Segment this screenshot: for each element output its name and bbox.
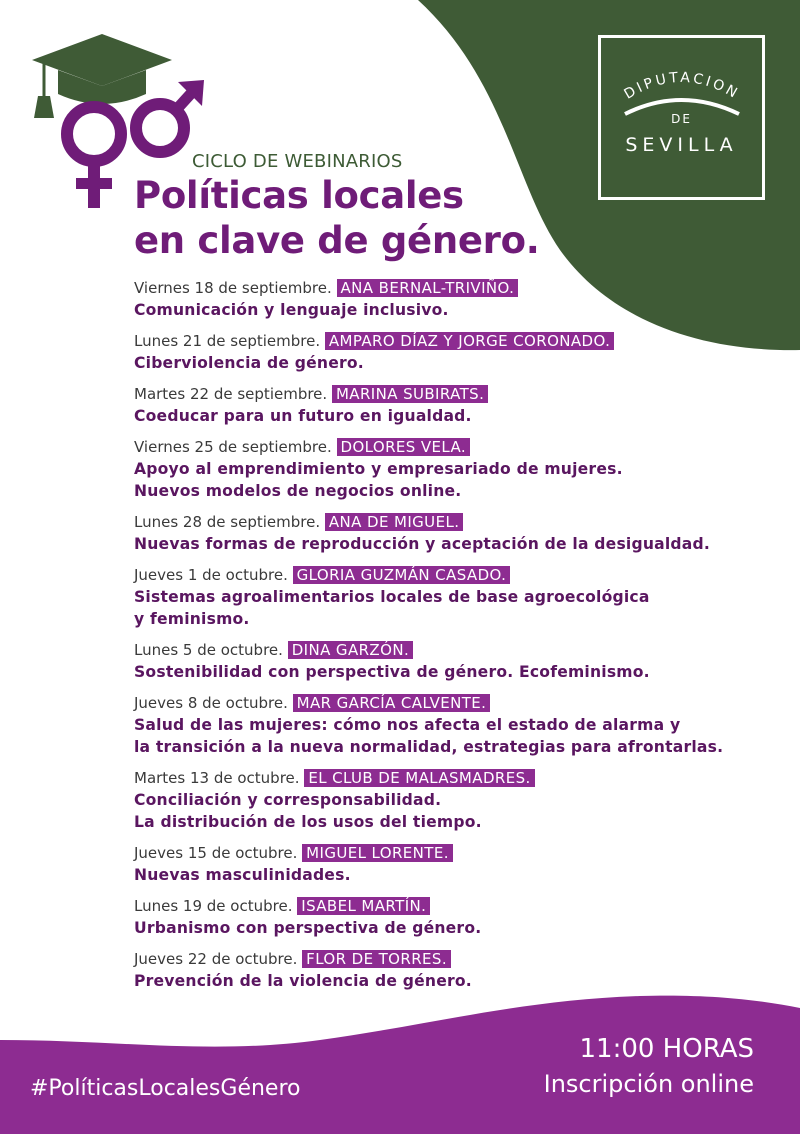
schedule-item — [134, 639, 784, 683]
diputacion-sevilla-logo — [598, 35, 765, 200]
webinar-topic: Nuevos modelos de negocios online. — [134, 482, 462, 500]
speaker-name-badge: ANA BERNAL-TRIVIÑO. — [337, 279, 519, 297]
webinar-topic: Conciliación y corresponsabilidad. — [134, 791, 442, 809]
webinar-topic: Apoyo al emprendimiento y empresariado de mujeres. — [134, 460, 623, 478]
schedule-date-line — [134, 639, 784, 661]
schedule-date: Lunes 19 de octubre. — [134, 897, 293, 915]
series-label: CICLO DE WEBINARIOS — [192, 151, 403, 172]
webinar-topic: Ciberviolencia de género. — [134, 354, 364, 372]
logo-sevilla-text: SEVILLA — [625, 134, 738, 156]
schedule-date: Jueves 1 de octubre. — [134, 566, 288, 584]
webinar-topic: Nuevas masculinidades. — [134, 866, 351, 884]
webinar-topic: La distribución de los usos del tiempo. — [134, 813, 482, 831]
webinar-topic: Nuevas formas de reproducción y aceptación de la desigualdad. — [134, 535, 710, 553]
webinar-topic: Comunicación y lenguaje inclusivo. — [134, 301, 449, 319]
schedule-date-line — [134, 692, 784, 714]
speaker-name-badge: MARINA SUBIRATS. — [332, 385, 488, 403]
schedule-date-line — [134, 842, 784, 864]
webinar-topic: y feminismo. — [134, 610, 250, 628]
schedule-item — [134, 767, 784, 833]
purple-wave-footer — [0, 996, 800, 1134]
webinar-topic: Prevención de la violencia de género. — [134, 972, 472, 990]
schedule-item — [134, 277, 784, 321]
schedule-date: Martes 13 de octubre. — [134, 769, 300, 787]
webinar-topic: la transición a la nueva normalidad, estrategias para afrontarlas. — [134, 738, 724, 756]
schedule-date-line — [134, 383, 784, 405]
speaker-name-badge: ISABEL MARTÍN. — [297, 897, 430, 915]
schedule-item — [134, 564, 784, 630]
schedule-item — [134, 436, 784, 502]
schedule-item — [134, 330, 784, 374]
schedule-item — [134, 383, 784, 427]
schedule-date: Jueves 22 de octubre. — [134, 950, 298, 968]
schedule-date: Lunes 5 de octubre. — [134, 641, 283, 659]
schedule-item — [134, 842, 784, 886]
schedule-date-line — [134, 511, 784, 533]
speaker-name-badge: EL CLUB DE MALASMADRES. — [304, 769, 534, 787]
title-line-2: en clave de género. — [134, 219, 540, 262]
speaker-name-badge: AMPARO DÍAZ Y JORGE CORONADO. — [325, 332, 614, 350]
speaker-name-badge: DINA GARZÓN. — [288, 641, 413, 659]
speaker-name-badge: MAR GARCÍA CALVENTE. — [293, 694, 491, 712]
schedule-date: Lunes 21 de septiembre. — [134, 332, 321, 350]
start-time-text: 11:00 HORAS — [579, 1034, 754, 1064]
schedule-date: Martes 22 de septiembre. — [134, 385, 328, 403]
schedule-date: Viernes 18 de septiembre. — [134, 279, 332, 297]
schedule-date: Lunes 28 de septiembre. — [134, 513, 321, 531]
schedule-date-line — [134, 767, 784, 789]
schedule-item — [134, 511, 784, 555]
schedule-item — [134, 692, 784, 758]
webinar-schedule-list — [134, 277, 784, 1001]
title-line-1: Políticas locales — [134, 174, 464, 217]
speaker-name-badge: FLOR DE TORRES. — [302, 950, 451, 968]
svg-text:DIPUTACION — [622, 70, 743, 103]
webinar-topic: Coeducar para un futuro en igualdad. — [134, 407, 472, 425]
schedule-date: Viernes 25 de septiembre. — [134, 438, 332, 456]
schedule-item — [134, 895, 784, 939]
hashtag-text: #PolíticasLocalesGénero — [30, 1076, 301, 1101]
webinar-topic: Urbanismo con perspectiva de género. — [134, 919, 482, 937]
speaker-name-badge: DOLORES VELA. — [337, 438, 471, 456]
webinar-topic: Sostenibilidad con perspectiva de género. Ecofeminismo. — [134, 663, 650, 681]
logo-diputacion-text: DIPUTACION — [621, 69, 743, 103]
registration-link[interactable]: Inscripción online — [543, 1070, 754, 1098]
schedule-date-line — [134, 277, 784, 299]
webinar-topic: Salud de las mujeres: cómo nos afecta el estado de alarma y — [134, 716, 681, 734]
schedule-date-line — [134, 564, 784, 586]
schedule-date: Jueves 8 de octubre. — [134, 694, 288, 712]
schedule-item — [134, 948, 784, 992]
speaker-name-badge: ANA DE MIGUEL. — [325, 513, 463, 531]
speaker-name-badge: MIGUEL LORENTE. — [302, 844, 453, 862]
schedule-date-line — [134, 436, 784, 458]
logo-de-text: DE — [671, 112, 692, 126]
schedule-date: Jueves 15 de octubre. — [134, 844, 298, 862]
speaker-name-badge: GLORIA GUZMÁN CASADO. — [293, 566, 511, 584]
webinar-topic: Sistemas agroalimentarios locales de base agroecológica — [134, 588, 650, 606]
schedule-date-line — [134, 330, 784, 352]
page-title — [134, 173, 540, 263]
schedule-date-line — [134, 948, 784, 970]
schedule-date-line — [134, 895, 784, 917]
